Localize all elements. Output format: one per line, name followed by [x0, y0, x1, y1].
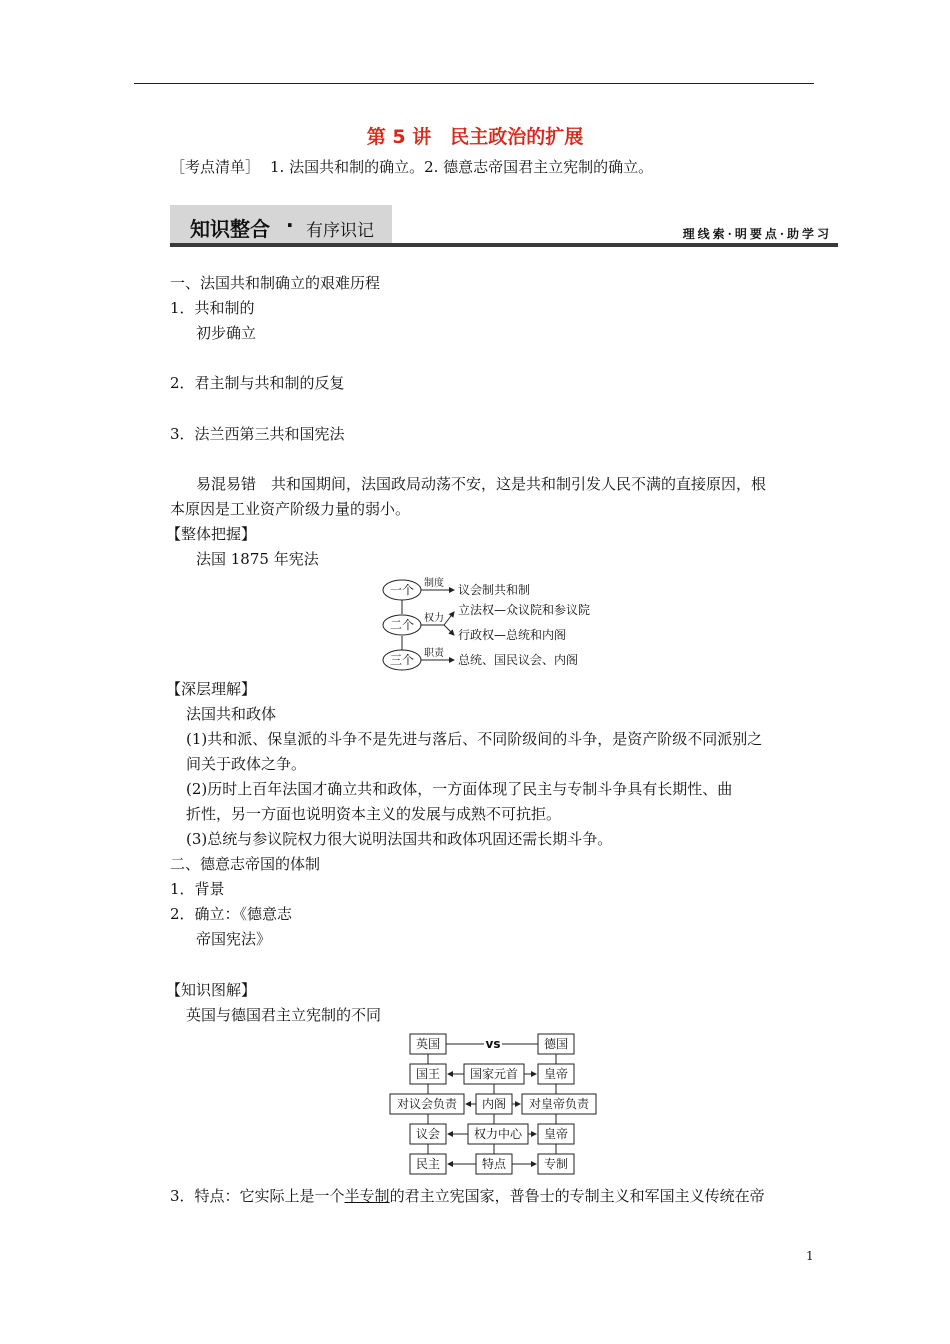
section1-item1: 1．共和制的: [170, 299, 255, 317]
banner-dot: ·: [286, 213, 294, 237]
item3-prefix: 3．特点：它实际上是一个: [170, 1187, 345, 1205]
section1-item3: 3．法兰西第三共和国宪法: [170, 425, 345, 443]
overall-sub: 法国 1875 年宪法: [196, 550, 319, 568]
diagram-sub: 英国与德国君主立宪制的不同: [186, 1006, 382, 1024]
label-emperor-2: 皇帝: [543, 1127, 569, 1141]
section2-item1: 1．背景: [170, 880, 225, 898]
label-emperor-1: 皇帝: [543, 1067, 569, 1081]
target-executive: 行政权—总统和内阁: [458, 628, 567, 642]
deep-p2-line1: (2)历时上百年法国才确立共和政体，一方面体现了民主与专制斗争具有长期性、曲: [186, 780, 733, 798]
checklist-label: ［考点清单］: [170, 158, 261, 176]
banner-bar: [170, 243, 838, 247]
label-head-of-state: 国家元首: [469, 1067, 519, 1081]
circle-three-label: 三个: [389, 653, 415, 667]
edge-label-power: 权力: [424, 613, 444, 624]
constitution-diagram: [378, 576, 618, 676]
section1-heading: 一、法国共和制确立的艰难历程: [170, 274, 381, 292]
label-king: 国王: [415, 1067, 441, 1081]
section-banner: [170, 205, 838, 247]
label-uk: 英国: [415, 1037, 441, 1051]
section2-heading: 二、德意志帝国的体制: [170, 855, 321, 873]
confusion-para-line2: 本原因是工业资产阶级力量的弱小。: [170, 500, 411, 518]
edge-label-duty: 职责: [424, 648, 444, 659]
target-legislative: 立法权—众议院和参议院: [458, 603, 591, 617]
page-title: 第 5 讲 民主政治的扩展: [366, 126, 584, 148]
circle-two-label: 二个: [389, 618, 415, 632]
deep-p1-line1: (1)共和派、保皇派的斗争不是先进与落后、不同阶级间的斗争，是资产阶级不同派别之: [186, 730, 763, 748]
label-power-center: 权力中心: [473, 1127, 523, 1141]
edge-label-system: 制度: [424, 578, 444, 589]
circle-one-label: 一个: [389, 583, 415, 597]
banner-main-title: 知识整合: [190, 217, 270, 241]
section2-item2: 2．确立：《德意志: [170, 905, 293, 923]
diagram-label: 【知识图解】: [166, 981, 257, 999]
banner-subtitle: 有序识记: [306, 221, 374, 241]
deep-label: 【深层理解】: [166, 680, 257, 698]
deep-p1-line2: 间关于政体之争。: [186, 755, 307, 773]
section2-item2-cont: 帝国宪法》: [196, 930, 272, 948]
label-germany: 德国: [543, 1037, 569, 1051]
label-autocracy: 专制: [543, 1157, 569, 1171]
header-rule: [134, 83, 814, 84]
confusion-para-line1: 易混易错 共和国期间，法国政局动荡不安，这是共和制引发人民不满的直接原因，根: [196, 475, 767, 493]
comparison-diagram: [388, 1030, 600, 1178]
label-responsible-parliament: 对议会负责: [396, 1097, 458, 1111]
target-duties: 总统、国民议会、内阁: [458, 653, 579, 667]
label-democracy: 民主: [415, 1157, 441, 1171]
label-parliament: 议会: [415, 1127, 441, 1141]
section1-item2: 2．君主制与共和制的反复: [170, 374, 345, 392]
item3-suffix: 的君主立宪国家，普鲁士的专制主义和军国主义传统在帝: [389, 1187, 765, 1205]
label-cabinet: 内阁: [481, 1097, 507, 1111]
label-vs: vs: [485, 1037, 501, 1051]
deep-sub: 法国共和政体: [186, 705, 277, 723]
label-feature: 特点: [481, 1157, 507, 1171]
item3-underlined: 半专制: [344, 1187, 390, 1205]
section2-item3: [170, 1186, 765, 1206]
banner-tagline: 理线索·明要点·助学习: [682, 227, 832, 241]
checklist-text: 1. 法国共和制的确立。2. 德意志帝国君主立宪制的确立。: [270, 158, 654, 176]
deep-p2-line2: 折性，另一方面也说明资本主义的发展与成熟不可抗拒。: [186, 805, 562, 823]
overall-label: 【整体把握】: [166, 525, 257, 543]
target-parliamentary: 议会制共和制: [458, 583, 531, 597]
page-number: 1: [806, 1249, 814, 1263]
section1-item1-cont: 初步确立: [196, 324, 257, 342]
label-responsible-emperor: 对皇帝负责: [528, 1097, 590, 1111]
deep-p3: (3)总统与参议院权力很大说明法国共和政体巩固还需长期斗争。: [186, 830, 613, 848]
